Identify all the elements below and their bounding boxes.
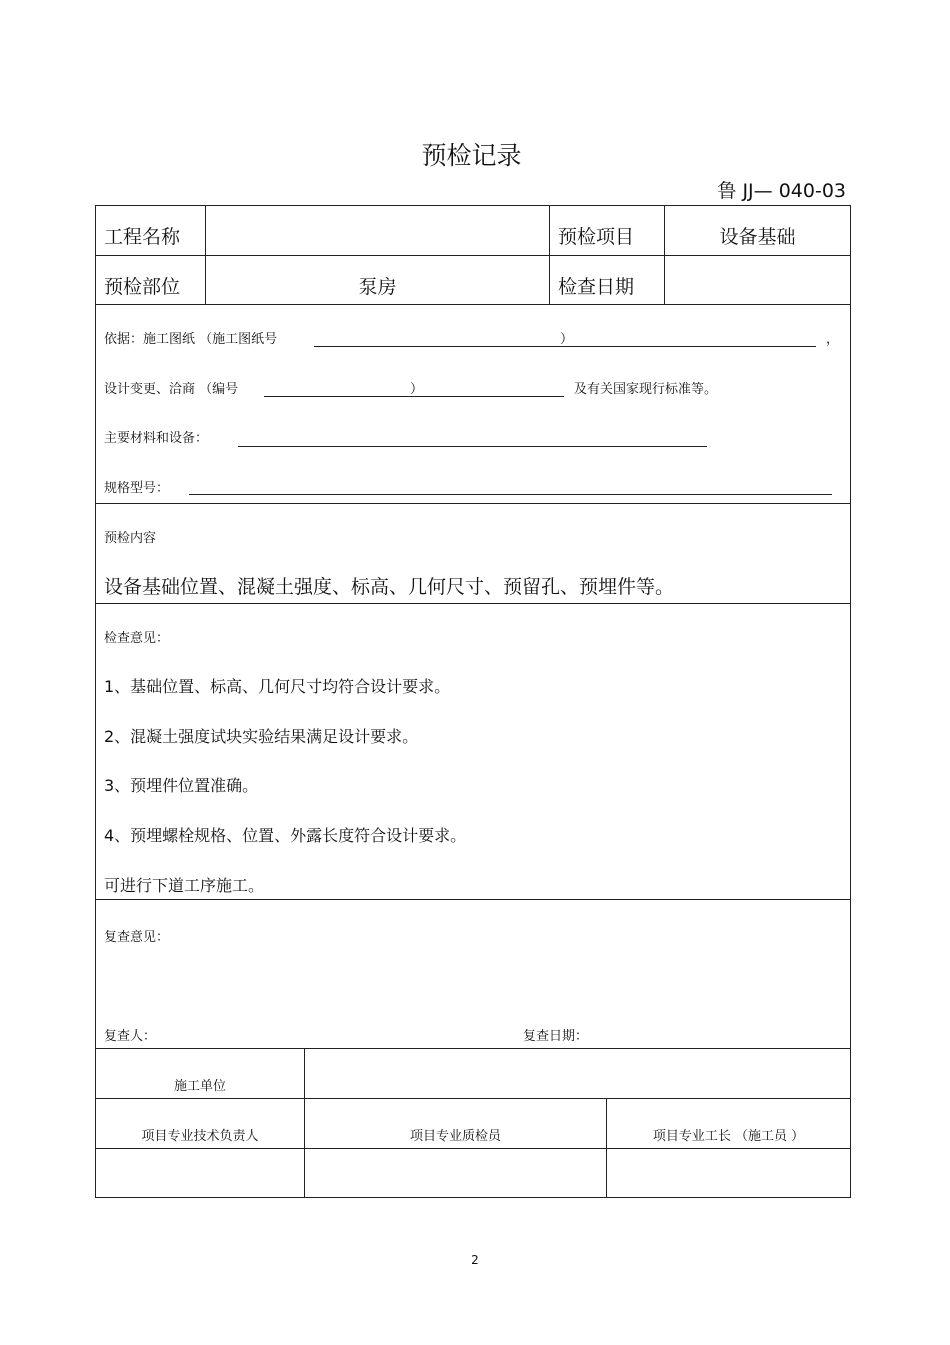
opinion-conclusion: 可进行下道工序施工。 — [104, 876, 265, 895]
inspection-location-label: 预检部位 — [104, 276, 181, 298]
comma: ， — [826, 332, 840, 347]
materials-underline[interactable] — [238, 446, 707, 447]
opinion-item: 4、预埋螺栓规格、位置、外露长度符合设计要求。 — [104, 826, 467, 845]
opinion-label: 检查意见： — [104, 631, 170, 646]
paren-close-2: ） — [410, 382, 424, 397]
construction-unit-label: 施工单位 — [173, 1079, 226, 1094]
recheck-date-label: 复查日期： — [523, 1029, 589, 1044]
opinion-item: 3、预埋件位置准确。 — [104, 776, 259, 795]
content-text: 设备基础位置、混凝土强度、标高、几何尺寸、预留孔、预埋件等。 — [104, 576, 675, 598]
foreman-signature[interactable] — [612, 1152, 844, 1192]
basis-standards-text: 及有关国家现行标准等。 — [574, 382, 718, 397]
inspection-item-label: 预检项目 — [558, 226, 635, 248]
opinion-item: 2、混凝土强度试块实验结果满足设计要求。 — [104, 727, 419, 746]
content-label: 预检内容 — [104, 531, 157, 546]
project-name-label: 工程名称 — [104, 226, 181, 248]
quality-inspector-label: 项目专业质检员 — [409, 1129, 501, 1144]
opinion-item: 1、基础位置、标高、几何尺寸均符合设计要求。 — [104, 677, 451, 696]
recheck-label: 复查意见： — [104, 930, 170, 945]
tech-lead-label: 项目专业技术负责人 — [141, 1129, 259, 1144]
model-underline[interactable] — [189, 494, 832, 495]
basis-drawing-label: 依据：施工图纸 （施工图纸号 — [104, 332, 278, 347]
recheck-person-label: 复查人： — [104, 1029, 157, 1044]
construction-unit-value[interactable] — [306, 1060, 846, 1094]
quality-inspector-signature[interactable] — [310, 1152, 600, 1192]
basis-change-label: 设计变更、洽商 （编号 — [104, 382, 239, 397]
inspection-location-value[interactable]: 泵房 — [358, 276, 397, 298]
check-date-label: 检查日期 — [558, 276, 635, 298]
materials-label: 主要材料和设备： — [104, 431, 209, 446]
inspection-item-value[interactable]: 设备基础 — [719, 226, 796, 248]
tech-lead-signature[interactable] — [100, 1152, 300, 1192]
foreman-label: 项目专业工长 （施工员 ） — [652, 1129, 805, 1144]
paren-close: ） — [560, 332, 574, 347]
page-title: 预检记录 — [421, 141, 522, 170]
form-code: 鲁 JJ— 040-03 — [717, 180, 846, 202]
model-label: 规格型号： — [104, 481, 170, 496]
page-number: 2 — [471, 1253, 479, 1267]
